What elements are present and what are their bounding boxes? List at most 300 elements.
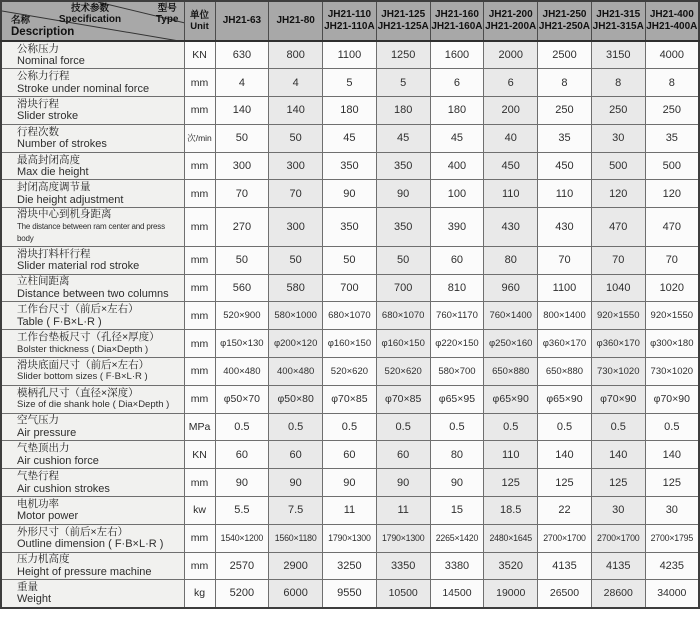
spec-row-label xyxy=(1,152,184,180)
spec-row-label-cn: 公称压力 xyxy=(17,42,59,55)
model-name-line2: JH21-250A xyxy=(538,21,591,32)
model-column-header xyxy=(430,1,484,41)
spec-value-cell: 2700×1700 xyxy=(538,524,592,552)
model-name-line1: JH21-200 xyxy=(488,9,533,20)
spec-value-cell: 0.5 xyxy=(376,413,430,441)
spec-value-cell: 8 xyxy=(645,69,699,97)
spec-row-label-cn: 空气压力 xyxy=(17,414,59,427)
spec-row-label-cn: 封闭高度调节量 xyxy=(17,181,91,194)
spec-value-cell: 15 xyxy=(430,496,484,524)
spec-value-cell: 6 xyxy=(484,69,538,97)
spec-row-unit: 次/min xyxy=(184,124,215,152)
spec-value-cell: 60 xyxy=(376,441,430,469)
spec-value-cell: 920×1550 xyxy=(591,302,645,330)
spec-value-cell: 11 xyxy=(323,496,377,524)
spec-value-cell: 630 xyxy=(215,41,269,69)
spec-value-cell: 120 xyxy=(591,180,645,208)
spec-value-cell: 350 xyxy=(323,208,377,247)
spec-value-cell: 2000 xyxy=(484,41,538,69)
spec-value-cell: 0.5 xyxy=(538,413,592,441)
spec-value-cell: 50 xyxy=(376,246,430,274)
spec-row-label-en: Slider stroke xyxy=(17,110,79,123)
model-name-line1: JH21-80 xyxy=(276,15,315,26)
spec-value-cell: 30 xyxy=(645,496,699,524)
spec-value-cell: φ300×180 xyxy=(645,330,699,358)
spec-row-label-cn: 工作台垫板尺寸（孔径×厚度） xyxy=(17,331,160,344)
spec-row-label-en: Size of die shank hole ( Dia×Depth ) xyxy=(17,399,170,411)
spec-row-label-en: Distance between two columns xyxy=(17,287,169,300)
spec-value-cell: 1100 xyxy=(538,274,592,302)
spec-value-cell: 800×1400 xyxy=(538,302,592,330)
spec-value-cell: φ65×95 xyxy=(430,385,484,413)
spec-row-label-cn: 模柄孔尺寸（直径×深度） xyxy=(17,386,139,399)
spec-value-cell: 140 xyxy=(215,97,269,125)
spec-value-cell: 580 xyxy=(269,274,323,302)
header-row xyxy=(1,1,699,41)
model-name-line2: JH21-200A xyxy=(485,21,537,32)
spec-value-cell: 4 xyxy=(269,69,323,97)
spec-value-cell: 90 xyxy=(215,469,269,497)
spec-value-cell: 8 xyxy=(538,69,592,97)
model-name-line1: JH21-400 xyxy=(649,9,694,20)
spec-value-cell: φ360×170 xyxy=(538,330,592,358)
spec-value-cell: 180 xyxy=(376,97,430,125)
spec-row-label xyxy=(1,124,184,152)
spec-row-label-cn: 立柱间距离 xyxy=(17,275,70,288)
spec-value-cell: 680×1070 xyxy=(376,302,430,330)
spec-value-cell: 180 xyxy=(323,97,377,125)
spec-row-label xyxy=(1,41,184,69)
spec-row-unit: mm xyxy=(184,152,215,180)
spec-value-cell: 100 xyxy=(430,180,484,208)
spec-value-cell: 250 xyxy=(591,97,645,125)
spec-value-cell: 1250 xyxy=(376,41,430,69)
spec-value-cell: 6000 xyxy=(269,580,323,608)
table-row xyxy=(1,41,699,69)
table-row xyxy=(1,469,699,497)
spec-value-cell: 760×1170 xyxy=(430,302,484,330)
spec-value-cell: 300 xyxy=(215,152,269,180)
spec-value-cell: 2570 xyxy=(215,552,269,580)
spec-row-label-cn: 滑块中心到机身距离 xyxy=(17,208,112,221)
table-row xyxy=(1,552,699,580)
spec-row-label xyxy=(1,580,184,608)
spec-row-label xyxy=(1,302,184,330)
spec-value-cell: 520×620 xyxy=(323,357,377,385)
spec-row-label-cn: 气垫行程 xyxy=(17,470,59,483)
spec-value-cell: 18.5 xyxy=(484,496,538,524)
spec-value-cell: 0.5 xyxy=(484,413,538,441)
spec-value-cell: φ70×85 xyxy=(323,385,377,413)
spec-value-cell: 2900 xyxy=(269,552,323,580)
spec-value-cell: 730×1020 xyxy=(645,357,699,385)
spec-value-cell: 180 xyxy=(430,97,484,125)
spec-value-cell: 650×880 xyxy=(484,357,538,385)
spec-value-cell: φ50×80 xyxy=(269,385,323,413)
spec-value-cell: φ65×90 xyxy=(538,385,592,413)
spec-value-cell: 4000 xyxy=(645,41,699,69)
spec-row-label xyxy=(1,274,184,302)
spec-value-cell: 90 xyxy=(376,469,430,497)
spec-value-cell: 0.5 xyxy=(269,413,323,441)
spec-value-cell: 90 xyxy=(323,180,377,208)
unit-column-header xyxy=(184,1,215,41)
spec-row-label-en: Slider bottom sizes ( F·B×L·R ) xyxy=(17,371,148,383)
table-row xyxy=(1,330,699,358)
spec-value-cell: 1540×1200 xyxy=(215,524,269,552)
spec-value-cell: 520×900 xyxy=(215,302,269,330)
spec-value-cell: φ360×170 xyxy=(591,330,645,358)
spec-row-unit: kw xyxy=(184,496,215,524)
table-row xyxy=(1,274,699,302)
spec-value-cell: 1560×1180 xyxy=(269,524,323,552)
name-axis-label xyxy=(11,16,74,38)
spec-value-cell: 1600 xyxy=(430,41,484,69)
table-row xyxy=(1,152,699,180)
table-row xyxy=(1,69,699,97)
model-name-line2: JH21-400A xyxy=(646,21,698,32)
spec-value-cell: 28600 xyxy=(591,580,645,608)
type-label-en: Type xyxy=(155,14,179,25)
spec-row-unit: mm xyxy=(184,469,215,497)
spec-row-label xyxy=(1,69,184,97)
spec-row-label xyxy=(1,357,184,385)
spec-row-label xyxy=(1,180,184,208)
model-name-line2: JH21-125A xyxy=(377,21,429,32)
spec-label-cn: 技术参数 xyxy=(70,3,109,14)
spec-value-cell: φ70×85 xyxy=(376,385,430,413)
spec-row-unit: mm xyxy=(184,246,215,274)
spec-value-cell: 520×620 xyxy=(376,357,430,385)
spec-row-label xyxy=(1,97,184,125)
spec-value-cell: 10500 xyxy=(376,580,430,608)
spec-value-cell: 110 xyxy=(484,180,538,208)
spec-value-cell: 9550 xyxy=(323,580,377,608)
spec-row-unit: mm xyxy=(184,180,215,208)
spec-value-cell: 50 xyxy=(269,124,323,152)
spec-row-label-en: The distance between ram center and press body xyxy=(17,221,165,244)
model-name-line1: JH21-63 xyxy=(222,15,262,26)
spec-row-label-en: Motor power xyxy=(17,510,79,523)
spec-value-cell: 2700×1700 xyxy=(591,524,645,552)
spec-value-cell: 140 xyxy=(591,441,645,469)
spec-value-cell: 80 xyxy=(484,246,538,274)
spec-value-cell: 125 xyxy=(645,469,699,497)
spec-value-cell: 70 xyxy=(538,246,592,274)
spec-row-unit: mm xyxy=(184,385,215,413)
spec-value-cell: 4135 xyxy=(538,552,592,580)
spec-row-label xyxy=(1,552,184,580)
corner-header-cell xyxy=(1,1,184,41)
spec-value-cell: 580×700 xyxy=(430,357,484,385)
spec-value-cell: 40 xyxy=(484,124,538,152)
spec-value-cell: φ160×150 xyxy=(323,330,377,358)
spec-row-label-cn: 工作台尺寸（前后×左右） xyxy=(17,303,139,316)
spec-value-cell: 5 xyxy=(323,69,377,97)
spec-row-label xyxy=(1,413,184,441)
spec-value-cell: 1100 xyxy=(323,41,377,69)
spec-value-cell: 270 xyxy=(215,208,269,247)
table-row xyxy=(1,302,699,330)
spec-row-label-cn: 滑块行程 xyxy=(17,97,59,110)
spec-row-label xyxy=(1,208,184,247)
spec-row-label-en: Air cushion force xyxy=(17,454,99,467)
spec-value-cell: 0.5 xyxy=(323,413,377,441)
spec-value-cell: 450 xyxy=(484,152,538,180)
spec-value-cell: 0.5 xyxy=(645,413,699,441)
spec-value-cell: 400×480 xyxy=(215,357,269,385)
spec-value-cell: 50 xyxy=(323,246,377,274)
spec-value-cell: 19000 xyxy=(484,580,538,608)
model-column-header xyxy=(591,1,645,41)
spec-value-cell: 50 xyxy=(215,124,269,152)
spec-value-cell: 1020 xyxy=(645,274,699,302)
spec-row-label-cn: 气垫顶出力 xyxy=(17,442,70,455)
model-name-line1: JH21-125 xyxy=(381,9,426,20)
spec-row-unit: mm xyxy=(184,274,215,302)
model-name-line1: JH21-250 xyxy=(542,9,587,20)
spec-value-cell: 350 xyxy=(376,152,430,180)
table-row xyxy=(1,441,699,469)
spec-row-label-en: Air cushion strokes xyxy=(17,482,110,495)
spec-value-cell: 3520 xyxy=(484,552,538,580)
spec-row-label xyxy=(1,469,184,497)
spec-row-label-cn: 压力机高度 xyxy=(17,553,70,566)
model-column-header xyxy=(215,1,269,41)
spec-row-unit: mm xyxy=(184,69,215,97)
spec-value-cell: 30 xyxy=(591,124,645,152)
spec-value-cell: 2700×1795 xyxy=(645,524,699,552)
spec-value-cell: 70 xyxy=(215,180,269,208)
spec-value-cell: 500 xyxy=(591,152,645,180)
spec-row-label-cn: 行程次数 xyxy=(17,125,59,138)
spec-value-cell: 1040 xyxy=(591,274,645,302)
spec-value-cell: 30 xyxy=(591,496,645,524)
spec-row-label-en: Air pressure xyxy=(17,426,77,439)
spec-value-cell: 2480×1645 xyxy=(484,524,538,552)
spec-row-label-cn: 电机功率 xyxy=(17,497,59,510)
type-label-cn: 型号 xyxy=(157,3,177,14)
spec-value-cell: 45 xyxy=(430,124,484,152)
table-header xyxy=(1,1,699,41)
spec-value-cell: 430 xyxy=(484,208,538,247)
model-name-line1: JH21-110 xyxy=(327,9,372,20)
spec-value-cell: 2265×1420 xyxy=(430,524,484,552)
spec-value-cell: 35 xyxy=(645,124,699,152)
model-column-header xyxy=(645,1,699,41)
table-row xyxy=(1,124,699,152)
table-row xyxy=(1,524,699,552)
spec-table-body xyxy=(1,41,699,608)
table-row xyxy=(1,180,699,208)
spec-value-cell: 70 xyxy=(269,180,323,208)
spec-value-cell: 125 xyxy=(484,469,538,497)
spec-value-cell: 500 xyxy=(645,152,699,180)
table-row xyxy=(1,580,699,608)
spec-value-cell: 5200 xyxy=(215,580,269,608)
model-column-header xyxy=(376,1,430,41)
spec-row-label xyxy=(1,524,184,552)
spec-value-cell: 0.5 xyxy=(591,413,645,441)
spec-value-cell: φ160×150 xyxy=(376,330,430,358)
spec-value-cell: 580×1000 xyxy=(269,302,323,330)
spec-value-cell: φ250×160 xyxy=(484,330,538,358)
spec-value-cell: 140 xyxy=(645,441,699,469)
spec-value-cell: 430 xyxy=(538,208,592,247)
spec-value-cell: 140 xyxy=(538,441,592,469)
spec-value-cell: 2500 xyxy=(538,41,592,69)
type-axis-label xyxy=(156,4,179,25)
spec-value-cell: φ65×90 xyxy=(484,385,538,413)
spec-value-cell: 250 xyxy=(538,97,592,125)
spec-value-cell: 140 xyxy=(269,97,323,125)
spec-value-cell: 300 xyxy=(269,208,323,247)
spec-row-label-cn: 公称力行程 xyxy=(17,70,70,83)
spec-row-label-cn: 重量 xyxy=(17,580,38,593)
spec-value-cell: 450 xyxy=(538,152,592,180)
table-row xyxy=(1,413,699,441)
model-name-line1: JH21-160 xyxy=(434,9,479,20)
spec-value-cell: 110 xyxy=(538,180,592,208)
spec-value-cell: 300 xyxy=(269,152,323,180)
spec-value-cell: 4235 xyxy=(645,552,699,580)
spec-row-unit: mm xyxy=(184,330,215,358)
spec-row-label-cn: 外形尺寸（前后×左右） xyxy=(17,525,129,538)
spec-value-cell: 400 xyxy=(430,152,484,180)
name-label-en: Description xyxy=(11,26,75,38)
spec-row-unit: kg xyxy=(184,580,215,608)
spec-value-cell: 4 xyxy=(215,69,269,97)
spec-value-cell: 3350 xyxy=(376,552,430,580)
spec-value-cell: 7.5 xyxy=(269,496,323,524)
spec-value-cell: 90 xyxy=(323,469,377,497)
spec-value-cell: 0.5 xyxy=(215,413,269,441)
spec-value-cell: 6 xyxy=(430,69,484,97)
spec-row-unit: KN xyxy=(184,441,215,469)
spec-value-cell: 5.5 xyxy=(215,496,269,524)
spec-row-label xyxy=(1,441,184,469)
spec-value-cell: 26500 xyxy=(538,580,592,608)
spec-value-cell: 45 xyxy=(323,124,377,152)
name-label-cn: 名称 xyxy=(11,15,31,26)
spec-row-label-en: Outline dimension ( F·B×L·R ) xyxy=(17,538,164,551)
spec-value-cell: 470 xyxy=(645,208,699,247)
spec-value-cell: 60 xyxy=(269,441,323,469)
spec-value-cell: 200 xyxy=(484,97,538,125)
model-name-line2: JH21-160A xyxy=(431,21,483,32)
spec-row-unit: mm xyxy=(184,97,215,125)
spec-row-label-en: Slider material rod stroke xyxy=(17,260,140,273)
model-column-header xyxy=(538,1,592,41)
spec-row-label-cn: 滑块打料杆行程 xyxy=(17,247,91,260)
spec-row-unit: mm xyxy=(184,524,215,552)
spec-value-cell: 60 xyxy=(215,441,269,469)
table-row xyxy=(1,246,699,274)
spec-value-cell: 125 xyxy=(591,469,645,497)
spec-value-cell: 3250 xyxy=(323,552,377,580)
spec-row-unit: MPa xyxy=(184,413,215,441)
spec-value-cell: 730×1020 xyxy=(591,357,645,385)
spec-value-cell: 350 xyxy=(376,208,430,247)
spec-value-cell: φ150×130 xyxy=(215,330,269,358)
table-row xyxy=(1,357,699,385)
model-name-line1: JH21-315 xyxy=(596,9,641,20)
spec-value-cell: 11 xyxy=(376,496,430,524)
unit-header-en: Unit xyxy=(190,21,209,32)
spec-row-unit: mm xyxy=(184,302,215,330)
spec-value-cell: 120 xyxy=(645,180,699,208)
spec-value-cell: φ70×90 xyxy=(591,385,645,413)
spec-value-cell: 70 xyxy=(645,246,699,274)
model-name-line2: JH21-315A xyxy=(592,21,644,32)
spec-value-cell: 90 xyxy=(376,180,430,208)
spec-value-cell: 3150 xyxy=(591,41,645,69)
spec-value-cell: 700 xyxy=(376,274,430,302)
spec-row-label xyxy=(1,496,184,524)
spec-row-label-en: Nominal force xyxy=(17,55,85,68)
spec-value-cell: 760×1400 xyxy=(484,302,538,330)
spec-value-cell: 650×880 xyxy=(538,357,592,385)
spec-row-unit: mm xyxy=(184,208,215,247)
spec-value-cell: 70 xyxy=(591,246,645,274)
spec-value-cell: 560 xyxy=(215,274,269,302)
table-row xyxy=(1,97,699,125)
table-row xyxy=(1,496,699,524)
spec-row-label xyxy=(1,385,184,413)
spec-row-unit: mm xyxy=(184,552,215,580)
spec-value-cell: 1790×1300 xyxy=(323,524,377,552)
table-row xyxy=(1,208,699,247)
spec-row-label-en: Table ( F·B×L·R ) xyxy=(17,315,102,328)
spec-value-cell: 45 xyxy=(376,124,430,152)
spec-value-cell: 34000 xyxy=(645,580,699,608)
spec-value-cell: 90 xyxy=(269,469,323,497)
spec-row-label-en: Bolster thickness ( Dia×Depth ) xyxy=(17,343,149,355)
spec-value-cell: 700 xyxy=(323,274,377,302)
spec-value-cell: 810 xyxy=(430,274,484,302)
spec-row-label xyxy=(1,246,184,274)
spec-value-cell: 350 xyxy=(323,152,377,180)
spec-value-cell: 4135 xyxy=(591,552,645,580)
spec-row-label-en: Number of strokes xyxy=(17,138,107,151)
spec-value-cell: 960 xyxy=(484,274,538,302)
spec-value-cell: φ70×90 xyxy=(645,385,699,413)
spec-value-cell: 250 xyxy=(645,97,699,125)
model-column-header xyxy=(323,1,377,41)
spec-value-cell: 390 xyxy=(430,208,484,247)
spec-value-cell: 800 xyxy=(269,41,323,69)
spec-row-label-en: Die height adjustment xyxy=(17,193,124,206)
spec-value-cell: 680×1070 xyxy=(323,302,377,330)
spec-value-cell: 1790×1300 xyxy=(376,524,430,552)
table-row xyxy=(1,385,699,413)
spec-value-cell: 50 xyxy=(269,246,323,274)
spec-value-cell: 80 xyxy=(430,441,484,469)
spec-row-label-en: Stroke under nominal force xyxy=(17,82,150,95)
spec-value-cell: 22 xyxy=(538,496,592,524)
spec-value-cell: 90 xyxy=(430,469,484,497)
spec-value-cell: 50 xyxy=(215,246,269,274)
spec-value-cell: φ50×70 xyxy=(215,385,269,413)
spec-value-cell: 110 xyxy=(484,441,538,469)
spec-value-cell: 125 xyxy=(538,469,592,497)
spec-value-cell: 60 xyxy=(430,246,484,274)
spec-value-cell: 3380 xyxy=(430,552,484,580)
spec-value-cell: φ220×150 xyxy=(430,330,484,358)
spec-value-cell: 35 xyxy=(538,124,592,152)
spec-row-label-cn: 最高封闭高度 xyxy=(17,153,80,166)
spec-value-cell: 5 xyxy=(376,69,430,97)
